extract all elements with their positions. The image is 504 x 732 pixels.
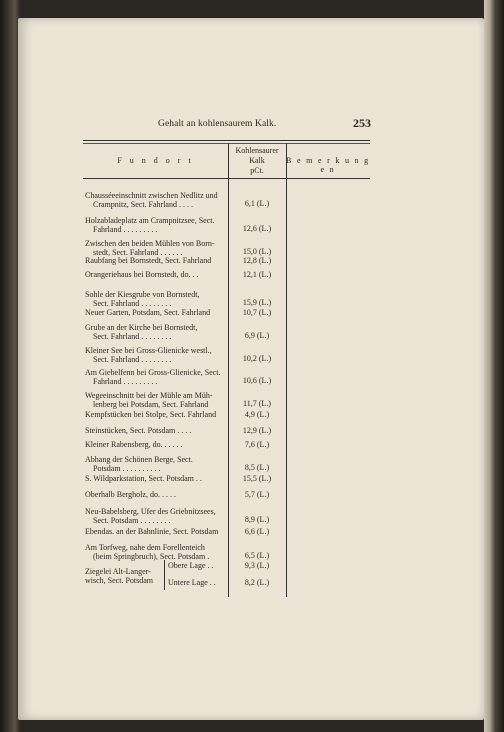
fundort-line1: Holzabladeplatz am Crampnitzsee, Sect.	[85, 216, 215, 225]
fundort-line1: Neuer Garten, Potsdam, Sect. Fahrland	[85, 308, 211, 317]
kalk-value: 6,9 (L.)	[244, 331, 270, 340]
kalk-value: 6,1 (L.)	[244, 199, 270, 208]
table-header-rule	[83, 178, 370, 179]
kalk-value: 8,5 (L.)	[244, 463, 270, 472]
header-bemerkungen: B e m e r k u n g e n	[286, 156, 370, 174]
kalk-value: 15,0 (L.)	[242, 247, 272, 256]
kalk-value: 6,5 (L.)	[244, 551, 270, 560]
table-top-rule	[83, 140, 370, 141]
fundort-line1: Am Torfweg, nahe dem Forellenteich	[85, 543, 205, 552]
fundort-line1: Am Giebelfenn bei Gross-Glienicke, Sect.	[85, 368, 221, 377]
kalk-value: 12,8 (L.)	[242, 256, 272, 265]
fundort-line1: Orangeriehaus bei Bornstedt, do. . .	[85, 270, 199, 279]
fundort-line2: Sect. Fahrland . . . . . . . .	[93, 299, 172, 308]
fundort-cell	[85, 426, 223, 435]
brace-sub-lower: Untere Lage . .	[168, 578, 216, 587]
kalk-value: 5,7 (L.)	[244, 490, 270, 499]
fundort-cell	[85, 308, 223, 317]
fundort-line1: Neu-Babelsberg, Ufer des Griebnitzsees,	[85, 507, 216, 516]
header-fundort: F u n d o r t	[117, 156, 194, 165]
fundort-line1: Ebendas. an der Bahnlinie, Sect. Potsdam	[85, 527, 219, 536]
kalk-value: 6,6 (L.)	[244, 527, 270, 536]
fundort-line1: Wegeeinschnitt bei der Mühle am Müh-	[85, 391, 213, 400]
column-divider	[286, 143, 287, 597]
brace-row-label	[85, 567, 165, 585]
fundort-cell	[85, 507, 223, 525]
fundort-cell	[85, 239, 223, 257]
fundort-line2: (beim Springbruch), Sect. Potsdam .	[93, 552, 210, 561]
fundort-cell	[85, 368, 223, 386]
header-kalk-line1: Kohlensaurer	[235, 146, 279, 155]
table-top-rule-thin	[83, 143, 370, 144]
kalk-value: 8,9 (L.)	[244, 515, 270, 524]
fundort-line2: stedt, Sect. Fahrland . . . . . .	[93, 248, 183, 257]
fundort-cell	[85, 410, 223, 419]
fundort-cell	[85, 543, 223, 561]
fundort-line1: Raubfang bei Bornstedt, Sect. Fahrland	[85, 256, 212, 265]
kalk-value: 7,6 (L.)	[244, 440, 270, 449]
kalk-value: 10,2 (L.)	[242, 354, 272, 363]
book-spine	[0, 0, 20, 732]
fundort-line1: Abhang der Schönen Berge, Sect.	[85, 455, 193, 464]
page-edge	[484, 0, 504, 732]
column-divider	[228, 143, 229, 597]
kalk-value: 10,7 (L.)	[242, 308, 272, 317]
fundort-cell	[85, 527, 223, 536]
kalk-value: 11,7 (L.)	[243, 399, 271, 408]
fundort-line2: lenberg bei Potsdam, Sect. Fahrland	[93, 400, 209, 409]
fundort-line2: Sect. Fahrland . . . . . . . .	[93, 332, 172, 341]
fundort-line1: Grube an der Kirche bei Bornstedt,	[85, 323, 198, 332]
fundort-line1: Kleiner Rabensberg, do. . . . . .	[85, 440, 183, 449]
brace-sub-upper: Obere Lage . .	[168, 561, 214, 570]
fundort-line2: Sect. Potsdam . . . . . . . .	[93, 516, 171, 525]
brace-sub-lower-value: 8,2 (L.)	[244, 578, 270, 587]
fundort-cell	[85, 391, 223, 409]
fundort-cell	[85, 455, 223, 473]
fundort-line2: Fahrland . . . . . . . . .	[93, 225, 158, 234]
fundort-cell	[85, 191, 223, 209]
kalk-value: 4,9 (L.)	[244, 410, 270, 419]
header-kalk-line3: pCt.	[250, 166, 264, 175]
running-head: Gehalt an kohlensaurem Kalk.	[158, 119, 277, 129]
kalk-value: 12,1 (L.)	[242, 270, 272, 279]
fundort-line2: Potsdam . . . . . . . . . .	[93, 464, 161, 473]
fundort-cell	[85, 440, 223, 449]
fundort-line2: Sect. Fahrland . . . . . . . .	[93, 355, 172, 364]
fundort-cell	[85, 256, 223, 265]
kalk-value: 10,6 (L.)	[242, 376, 272, 385]
fundort-line1: Chausséeeinschnitt zwischen Nedlitz und	[85, 191, 218, 200]
header-kalk	[228, 146, 286, 176]
fundort-cell	[85, 346, 223, 364]
fundort-line2: Crampnitz, Sect. Fahrland . . . .	[93, 200, 193, 209]
fundort-line1: Oberhalb Bergholz, do. . . . .	[85, 490, 176, 499]
fundort-cell	[85, 290, 223, 308]
fundort-cell	[85, 270, 223, 279]
fundort-line2: Fahrland . . . . . . . . .	[93, 377, 158, 386]
kalk-value: 15,5 (L.)	[242, 474, 272, 483]
fundort-line1: Zwischen den beiden Mühlen von Born-	[85, 239, 215, 248]
fundort-cell	[85, 323, 223, 341]
page-number: 253	[353, 116, 371, 130]
fundort-line1: Sohle der Kiesgrube von Bornstedt,	[85, 290, 200, 299]
kalk-value: 12,6 (L.)	[242, 224, 272, 233]
brace-row-label-line2: wisch, Sect. Potsdam	[85, 576, 153, 585]
brace-sub-upper-value: 9,3 (L.)	[244, 561, 270, 570]
fundort-line1: Kleiner See bei Gross-Glienicke westl.,	[85, 346, 212, 355]
fundort-line1: Steinstücken, Sect. Potsdam . . . .	[85, 426, 192, 435]
kalk-value: 12,9 (L.)	[242, 426, 272, 435]
fundort-line1: Kempfstücken bei Stolpe, Sect. Fahrland	[85, 410, 217, 419]
fundort-cell	[85, 216, 223, 234]
brace-row-label-line1: Ziegelei Alt-Langer-	[85, 567, 151, 576]
fundort-line1: S. Wildparkstation, Sect. Potsdam . .	[85, 474, 202, 483]
fundort-cell	[85, 474, 223, 483]
brace-bracket	[164, 560, 165, 590]
header-kalk-line2: Kalk	[249, 156, 265, 165]
kalk-value: 15,9 (L.)	[242, 298, 272, 307]
fundort-cell	[85, 490, 223, 499]
